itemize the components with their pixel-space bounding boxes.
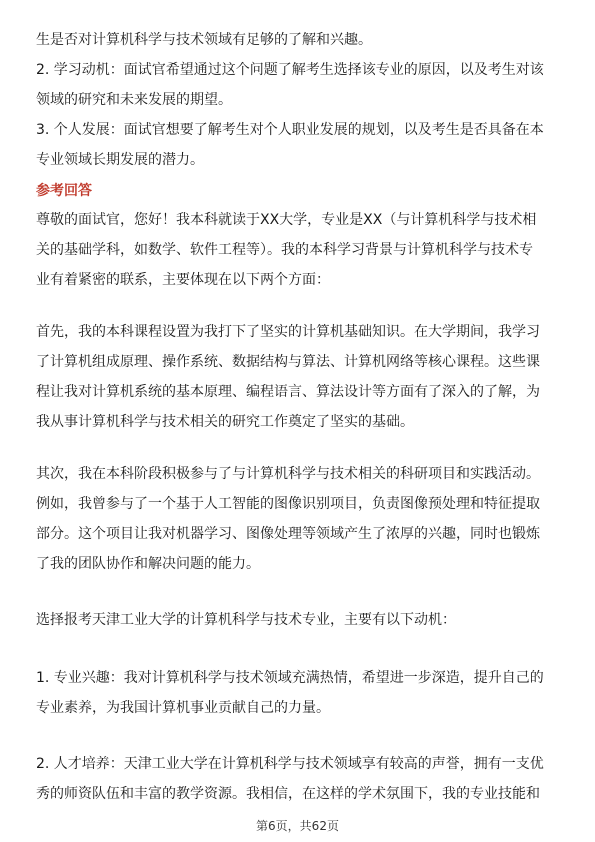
text-line: 1. 专业兴趣：我对计算机科学与技术领域充满热情，希望进一步深造，提升自己的 (36, 670, 544, 686)
text-line: 专业素养，为我国计算机事业贡献自己的力量。 (36, 700, 330, 716)
page-number: 第6页，共62页 (256, 819, 339, 833)
text-line: 了我的团队协作和解决问题的能力。 (36, 556, 260, 572)
text-line: 其次，我在本科阶段积极参与了与计算机科学与技术相关的科研项目和实践活动。 (36, 466, 540, 482)
text-line: 选择报考天津工业大学的计算机科学与技术专业，主要有以下动机： (36, 612, 456, 628)
text-line: 专业领域长期发展的潜力。 (36, 152, 204, 168)
text-line: 3. 个人发展：面试官想要了解考生对个人职业发展的规划，以及考生是否具备在本 (36, 122, 544, 138)
text-line: 例如，我曾参与了一个基于人工智能的图像识别项目，负责图像预处理和特征提取 (36, 496, 540, 512)
text-line: 程让我对计算机系统的基本原理、编程语言、算法设计等方面有了深入的了解，为 (36, 384, 540, 400)
text-line: 我从事计算机科学与技术相关的研究工作奠定了坚实的基础。 (36, 414, 414, 430)
text-line: 首先，我的本科课程设置为我打下了坚实的计算机基础知识。在大学期间，我学习 (36, 324, 540, 340)
text-line: 部分。这个项目让我对机器学习、图像处理等领域产生了浓厚的兴趣，同时也锻炼 (36, 526, 540, 542)
text-line: 生是否对计算机科学与技术领域有足够的了解和兴趣。 (36, 32, 372, 48)
text-line: 秀的师资队伍和丰富的教学资源。我相信，在这样的学术氛围下，我的专业技能和 (36, 786, 540, 802)
answer-heading: 参考回答 (36, 183, 92, 199)
text-line: 尊敬的面试官，您好！我本科就读于XX大学，专业是XX（与计算机科学与技术相 (36, 212, 537, 228)
text-line: 关的基础学科，如数学、软件工程等）。我的本科学习背景与计算机科学与技术专 (36, 242, 533, 258)
text-line: 业有着紧密的联系，主要体现在以下两个方面： (36, 272, 330, 288)
text-line: 领域的研究和未来发展的期望。 (36, 92, 232, 108)
text-line: 了计算机组成原理、操作系统、数据结构与算法、计算机网络等核心课程。这些课 (36, 354, 540, 370)
text-line: 2. 人才培养：天津工业大学在计算机科学与技术领域享有较高的声誉，拥有一支优 (36, 756, 544, 772)
text-line: 2. 学习动机：面试官希望通过这个问题了解考生选择该专业的原因，以及考生对该 (36, 62, 544, 78)
